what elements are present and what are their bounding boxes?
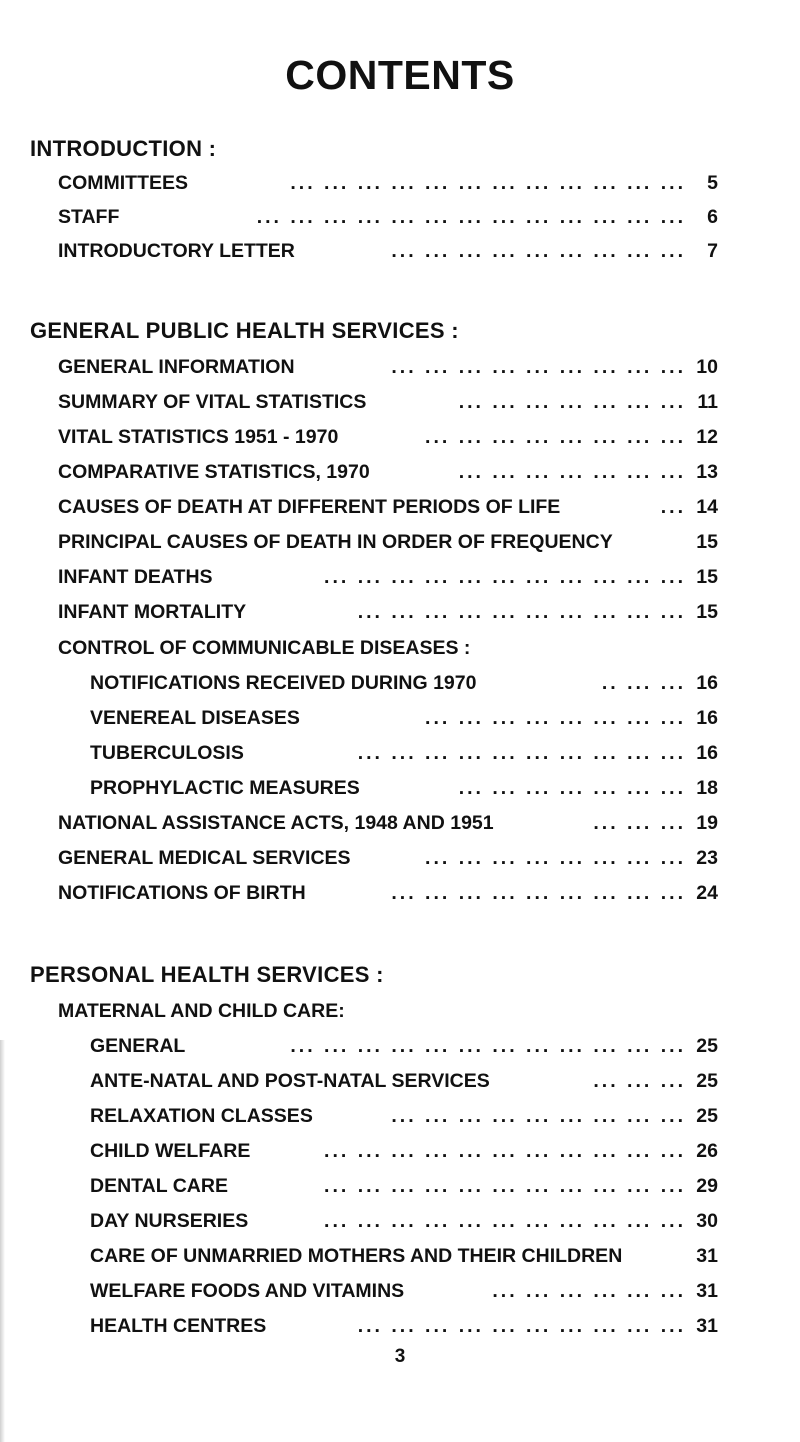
toc-page-number: 19	[696, 812, 718, 834]
toc-leader-dots: ... ... ... ... ... ... ... ...	[425, 847, 686, 869]
toc-entry-label: DAY NURSERIES	[90, 1210, 249, 1232]
toc-entry-label: CHILD WELFARE	[90, 1140, 251, 1162]
toc-entry	[90, 1280, 718, 1308]
toc-leader-dots: ... ... ... ... ... ... ... ... ...	[391, 882, 686, 904]
toc-page-number: 25	[696, 1105, 718, 1127]
toc-leader-dots: ... ... ... ... ... ... ... ...	[425, 426, 686, 448]
toc-entry-label: PROPHYLACTIC MEASURES	[90, 777, 360, 799]
toc-page-number: 10	[696, 356, 718, 378]
toc-leader-dots: ... ... ...	[593, 1070, 686, 1092]
toc-leader-dots: ... ... ... ... ... ... ... ... ... ... ...	[324, 1175, 686, 1197]
toc-page-number: 31	[696, 1280, 718, 1302]
toc-leader-dots: ... ... ... ... ... ... ... ... ... ... ...	[324, 1140, 686, 1162]
toc-entry-label: INTRODUCTORY LETTER	[58, 240, 295, 262]
toc-entry-label: INFANT MORTALITY	[58, 601, 247, 623]
toc-entry-label: COMPARATIVE STATISTICS, 1970	[58, 461, 370, 483]
toc-entry	[90, 1035, 718, 1063]
toc-entry-label: DENTAL CARE	[90, 1175, 228, 1197]
toc-leader-dots: ... ... ... ... ... ... ... ...	[425, 707, 686, 729]
toc-entry-label: COMMITTEES	[58, 172, 188, 194]
toc-entry	[58, 601, 718, 629]
toc-entry	[90, 1175, 718, 1203]
toc-leader-dots: ...	[660, 496, 686, 518]
toc-leader-dots: ... ... ... ... ... ... ... ... ... ... ... ...	[290, 172, 686, 194]
toc-entry	[58, 206, 718, 234]
toc-page-number: 11	[697, 391, 718, 413]
subheading-communicable-diseases: CONTROL OF COMMUNICABLE DISEASES :	[58, 637, 471, 659]
toc-page-number: 30	[696, 1210, 718, 1232]
toc-entry	[90, 1105, 718, 1133]
toc-page-number: 16	[696, 672, 718, 694]
toc-page-number: 14	[696, 496, 718, 518]
toc-entry	[58, 240, 718, 268]
toc-leader-dots: .. ... ...	[601, 672, 686, 694]
toc-entry-label: GENERAL MEDICAL SERVICES	[58, 847, 351, 869]
toc-page-number: 6	[707, 206, 718, 228]
section-heading-general: GENERAL PUBLIC HEALTH SERVICES :	[30, 318, 459, 343]
toc-leader-dots: ... ... ... ... ... ... ... ... ... ...	[357, 601, 686, 623]
toc-page-number: 15	[696, 531, 718, 553]
toc-entry	[58, 847, 718, 875]
toc-entry-label: HEALTH CENTRES	[90, 1315, 267, 1337]
toc-entry	[90, 1315, 718, 1343]
toc-entry	[90, 707, 718, 735]
toc-page-number: 31	[696, 1315, 718, 1337]
toc-entry	[90, 672, 718, 700]
toc-entry-label: INFANT DEATHS	[58, 566, 213, 588]
toc-leader-dots: ... ... ... ... ... ... ... ... ... ...	[357, 742, 686, 764]
subheading-maternal-child-care: MATERNAL AND CHILD CARE:	[58, 1000, 345, 1022]
toc-entry-label: RELAXATION CLASSES	[90, 1105, 313, 1127]
toc-entry-label: STAFF	[58, 206, 120, 228]
toc-page-number: 24	[696, 882, 718, 904]
toc-entry-label: NOTIFICATIONS RECEIVED DURING 1970	[90, 672, 477, 694]
toc-entry-label: GENERAL INFORMATION	[58, 356, 295, 378]
toc-page-number: 31	[696, 1245, 718, 1267]
toc-leader-dots: ... ... ... ... ... ... ... ... ... ... ... ... ...	[256, 206, 686, 228]
toc-entry-label: SUMMARY OF VITAL STATISTICS	[58, 391, 367, 413]
toc-page-number: 16	[696, 707, 718, 729]
toc-leader-dots: ... ... ... ... ... ... ...	[458, 461, 686, 483]
toc-entry	[90, 1070, 718, 1098]
toc-leader-dots: ... ... ... ... ... ... ... ... ... ... ...	[324, 1210, 686, 1232]
toc-page-number: 18	[696, 777, 718, 799]
toc-entry	[58, 356, 718, 384]
page-number: 3	[394, 1346, 406, 1367]
toc-page-number: 13	[696, 461, 718, 483]
toc-page-number: 16	[696, 742, 718, 764]
toc-leader-dots: ... ... ... ... ... ... ... ... ...	[391, 240, 686, 262]
toc-page-number: 7	[707, 240, 718, 262]
toc-entry-label: NATIONAL ASSISTANCE ACTS, 1948 AND 1951	[58, 812, 494, 834]
toc-entry	[58, 812, 718, 840]
toc-page-number: 5	[707, 172, 718, 194]
toc-leader-dots: ... ... ... ... ... ... ... ... ...	[391, 356, 686, 378]
toc-entry	[58, 566, 718, 594]
toc-entry-label: CAUSES OF DEATH AT DIFFERENT PERIODS OF LIFE	[58, 496, 561, 518]
toc-entry-label: VENEREAL DISEASES	[90, 707, 300, 729]
toc-leader-dots: ... ... ... ... ... ...	[492, 1280, 686, 1302]
toc-entry	[58, 882, 718, 910]
toc-leader-dots: ... ... ... ... ... ... ... ... ... ... ...	[324, 566, 686, 588]
toc-entry-label: VITAL STATISTICS 1951 - 1970	[58, 426, 339, 448]
toc-page-number: 23	[696, 847, 718, 869]
toc-entry	[58, 426, 718, 454]
toc-entry-label: GENERAL	[90, 1035, 186, 1057]
toc-entry	[58, 391, 718, 419]
toc-leader-dots: ... ... ... ... ... ... ... ... ... ...	[357, 1315, 686, 1337]
toc-entry-label: NOTIFICATIONS OF BIRTH	[58, 882, 306, 904]
toc-leader-dots: ... ... ...	[593, 812, 686, 834]
toc-entry	[58, 496, 718, 524]
toc-entry	[90, 1140, 718, 1168]
toc-page-number: 25	[696, 1070, 718, 1092]
toc-page-number: 15	[696, 601, 718, 623]
toc-entry	[90, 1210, 718, 1238]
page-edge-shadow	[0, 1040, 5, 1442]
toc-entry-label: CARE OF UNMARRIED MOTHERS AND THEIR CHILDREN	[90, 1245, 623, 1267]
toc-entry-label: ANTE-NATAL AND POST-NATAL SERVICES	[90, 1070, 490, 1092]
toc-page-number: 29	[696, 1175, 718, 1197]
toc-entry	[90, 777, 718, 805]
toc-leader-dots: ... ... ... ... ... ... ...	[458, 391, 686, 413]
toc-entry	[58, 461, 718, 489]
toc-entry-label: TUBERCULOSIS	[90, 742, 244, 764]
toc-page-number: 26	[696, 1140, 718, 1162]
toc-page-number: 12	[696, 426, 718, 448]
toc-leader-dots: ... ... ... ... ... ... ... ... ... ... ... ...	[290, 1035, 686, 1057]
toc-entry	[58, 172, 718, 200]
toc-page-number: 15	[696, 566, 718, 588]
toc-leader-dots: ... ... ... ... ... ... ... ... ...	[391, 1105, 686, 1127]
toc-entry	[58, 531, 718, 559]
section-heading-personal: PERSONAL HEALTH SERVICES :	[30, 962, 384, 987]
toc-entry-label: PRINCIPAL CAUSES OF DEATH IN ORDER OF FREQUENCY	[58, 531, 613, 553]
toc-leader-dots: ... ... ... ... ... ... ...	[458, 777, 686, 799]
toc-entry-label: WELFARE FOODS AND VITAMINS	[90, 1280, 405, 1302]
section-heading-introduction: INTRODUCTION :	[30, 136, 217, 161]
page-title: CONTENTS	[285, 52, 515, 98]
toc-entry	[90, 742, 718, 770]
toc-entry	[90, 1245, 718, 1273]
toc-page-number: 25	[696, 1035, 718, 1057]
